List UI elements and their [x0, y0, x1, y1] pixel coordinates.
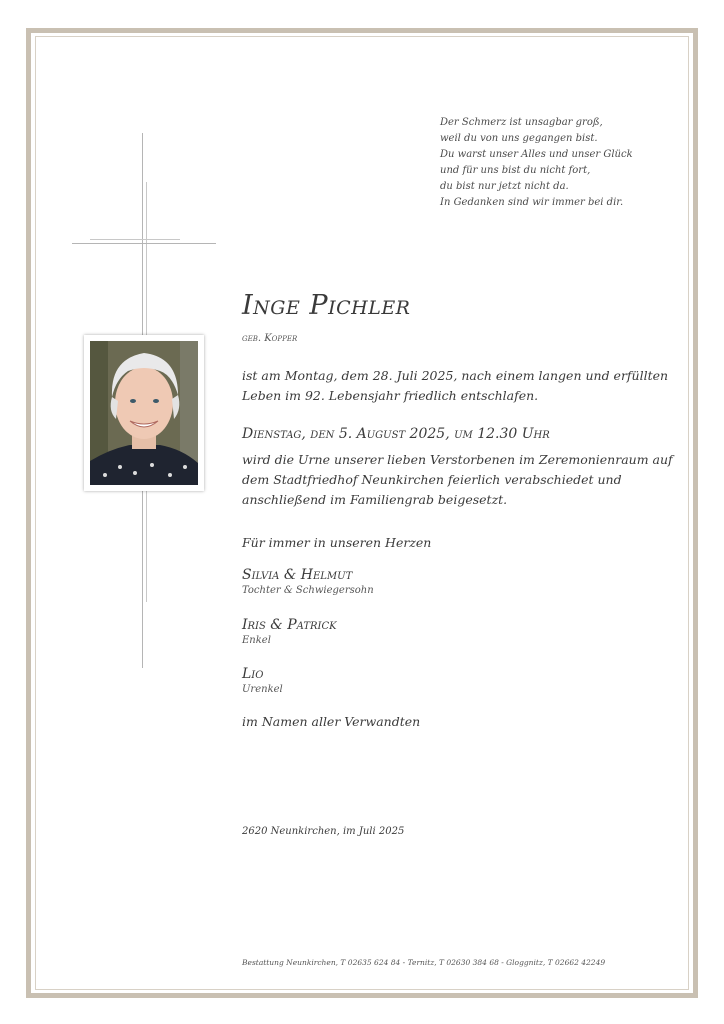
- passing-notice: [242, 366, 669, 406]
- mourner-relation: Enkel: [242, 635, 271, 646]
- service-date: Dienstag, den 5. August 2025, um 12.30 Uhr: [242, 426, 550, 442]
- mourner-entry: [242, 567, 374, 596]
- service-line: wird die Urne unserer lieben Verstorbenen im Zeremonienraum auf: [242, 452, 673, 467]
- mourner-relation: Urenkel: [242, 684, 283, 695]
- portrait-image: [90, 341, 198, 485]
- mourner-relation: Tochter & Schwiegersohn: [242, 585, 374, 596]
- poem-line: und für uns bist du nicht fort,: [440, 165, 591, 176]
- poem-line: In Gedanken sind wir immer bei dir.: [440, 197, 624, 208]
- poem-line: weil du von uns gegangen bist.: [440, 133, 598, 144]
- deceased-name: Inge Pichler: [242, 290, 411, 321]
- cross-horizontal-line: [72, 243, 216, 244]
- portrait-photo: [84, 335, 204, 491]
- relatives-line: im Namen aller Verwandten: [242, 714, 421, 729]
- mourner-name: Lio: [242, 666, 264, 682]
- place-date: 2620 Neunkirchen, im Juli 2025: [242, 826, 405, 837]
- forever-line: Für immer in unseren Herzen: [242, 535, 432, 550]
- funeral-home-footer: Bestattung Neunkirchen, T 02635 624 84 - Ternitz, T 02630 384 68 - Gloggnitz, T 02662 42249: [242, 958, 606, 967]
- service-line: anschließend im Familiengrab beigesetzt.: [242, 492, 508, 507]
- cross-horizontal-line-inner: [90, 239, 180, 240]
- maiden-name: geb. Kopper: [242, 333, 298, 344]
- poem-line: Der Schmerz ist unsagbar groß,: [440, 117, 603, 128]
- mourner-name: Iris & Patrick: [242, 617, 337, 633]
- service-text: [242, 450, 673, 510]
- mourner-entry: [242, 617, 337, 646]
- mourner-name: Silvia & Helmut: [242, 567, 353, 583]
- passing-line: ist am Montag, dem 28. Juli 2025, nach einem langen und erfüllten: [242, 368, 669, 383]
- mourner-entry: [242, 666, 283, 695]
- poem-line: Du warst unser Alles und unser Glück: [440, 149, 633, 160]
- poem-line: du bist nur jetzt nicht da.: [440, 181, 569, 192]
- passing-line: Leben im 92. Lebensjahr friedlich entschlafen.: [242, 388, 539, 403]
- service-line: dem Stadtfriedhof Neunkirchen feierlich verabschiedet und: [242, 472, 622, 487]
- poem: [440, 115, 680, 211]
